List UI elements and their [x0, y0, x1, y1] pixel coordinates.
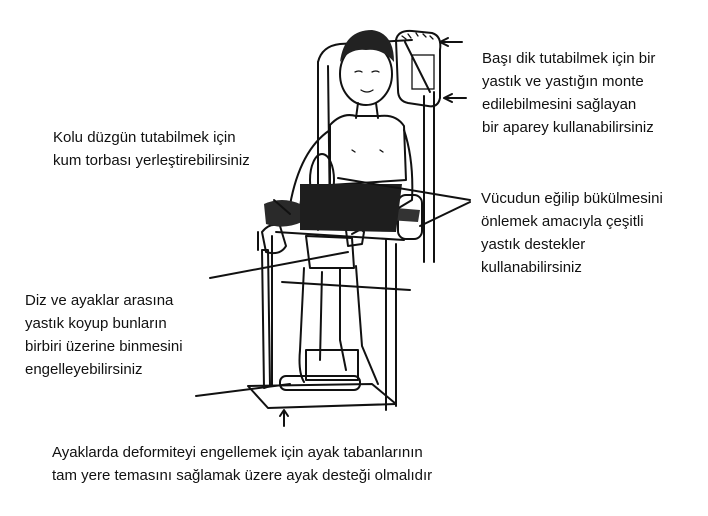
head-support-annotation: [482, 47, 655, 139]
body-cushions-annotation: [481, 187, 663, 279]
annotation-line: Vücudun eğilip bükülmesini: [481, 190, 663, 207]
annotation-line: kum torbası yerleştirebilirsiniz: [53, 152, 250, 169]
arm-sandbag: [264, 200, 302, 227]
child-head: [340, 30, 394, 118]
annotation-line: yastık ve yastığın monte: [482, 73, 644, 90]
child-torso: [330, 115, 406, 185]
pointer-arrows: [196, 38, 470, 426]
child-shorts: [300, 184, 402, 232]
annotation-line: kullanabilirsiniz: [481, 259, 582, 276]
knee-cushion-annotation: [25, 289, 183, 381]
annotation-line: bir aparey kullanabilirsiniz: [482, 119, 654, 136]
annotation-line: Diz ve ayaklar arasına: [25, 292, 174, 309]
annotation-line: Başı dik tutabilmek için bir: [482, 50, 656, 67]
chair-armrest: [258, 232, 272, 388]
annotation-line: önlemek amacıyla çeşitli: [481, 213, 644, 230]
arm-sandbag-annotation: [53, 126, 250, 172]
foot-support-annotation: [52, 441, 432, 487]
annotation-line: yastık koyup bunların: [25, 315, 167, 332]
annotation-line: Kolu düzgün tutabilmek için: [53, 129, 236, 146]
annotation-line: tam yere temasını sağlamak üzere ayak desteği olmalıdır: [52, 467, 433, 484]
annotation-line: edilebilmesini sağlayan: [482, 96, 637, 113]
annotation-line: Ayaklarda deformiteyi engellemek için ayak tabanlarının: [52, 444, 423, 461]
chair-seat-frame: [276, 232, 410, 410]
annotation-line: engelleyebilirsiniz: [25, 361, 143, 378]
annotation-line: yastık destekler: [481, 236, 586, 253]
annotation-line: birbiri üzerine binmesini: [25, 338, 183, 355]
